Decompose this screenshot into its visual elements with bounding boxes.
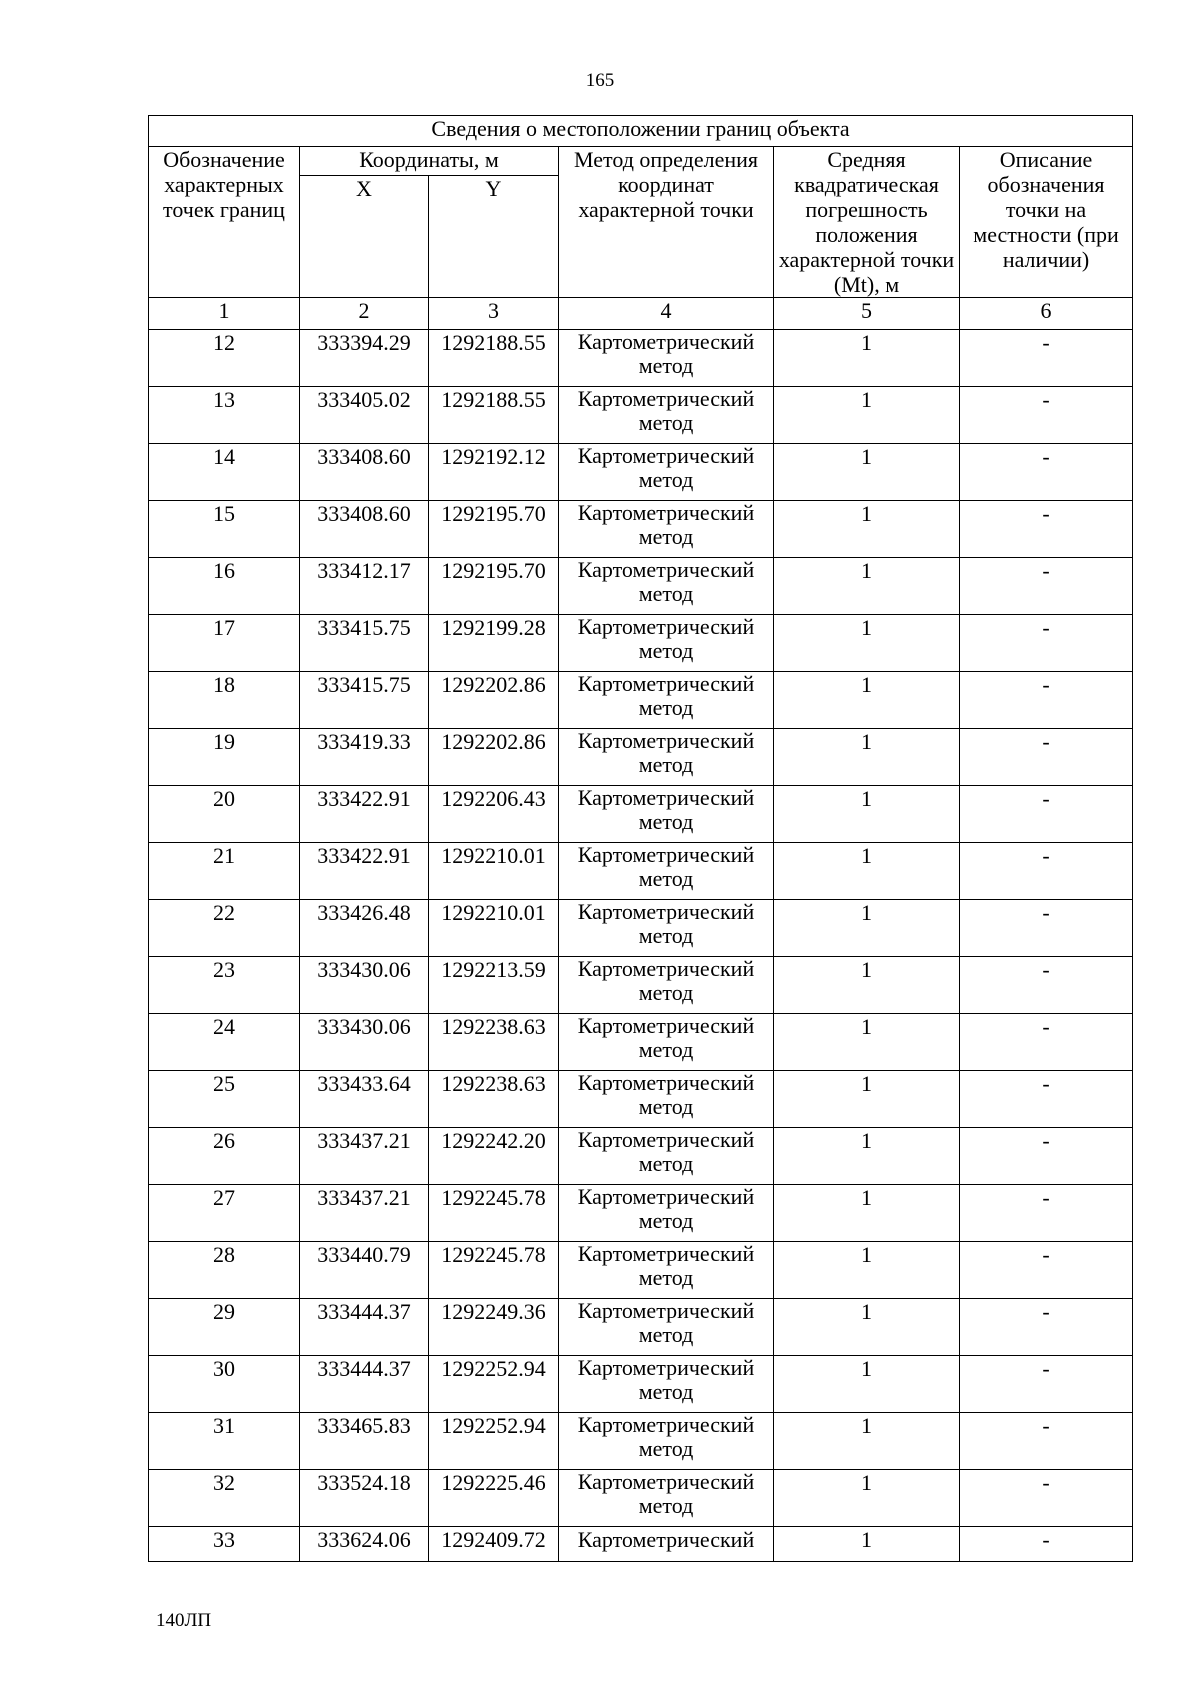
x-cell: 333437.21 [300,1185,429,1242]
point-cell: 22 [149,900,300,957]
y-cell: 1292199.28 [429,615,559,672]
point-cell: 16 [149,558,300,615]
column-number: 6 [960,298,1133,330]
x-cell: 333524.18 [300,1470,429,1527]
mt-cell: 1 [774,1527,960,1562]
y-cell: 1292210.01 [429,843,559,900]
description-cell: - [960,1128,1133,1185]
description-cell: - [960,957,1133,1014]
method-cell: Картометрический метод [559,1470,774,1527]
description-cell: - [960,1527,1133,1562]
point-cell: 21 [149,843,300,900]
header-y: Y [429,176,559,298]
point-cell: 33 [149,1527,300,1562]
mt-cell: 1 [774,1470,960,1527]
method-cell: Картометрический метод [559,1242,774,1299]
description-cell: - [960,786,1133,843]
point-cell: 12 [149,330,300,387]
description-cell: - [960,1356,1133,1413]
point-cell: 29 [149,1299,300,1356]
table-row [149,444,1133,501]
method-cell: Картометрический метод [559,1128,774,1185]
mt-cell: 1 [774,615,960,672]
mt-cell: 1 [774,444,960,501]
description-cell: - [960,1470,1133,1527]
mt-cell: 1 [774,1071,960,1128]
description-cell: - [960,1242,1133,1299]
x-cell: 333444.37 [300,1356,429,1413]
point-cell: 23 [149,957,300,1014]
point-cell: 14 [149,444,300,501]
x-cell: 333408.60 [300,444,429,501]
column-number: 3 [429,298,559,330]
x-cell: 333624.06 [300,1527,429,1562]
y-cell: 1292238.63 [429,1071,559,1128]
point-cell: 26 [149,1128,300,1185]
header-x: X [300,176,429,298]
y-cell: 1292238.63 [429,1014,559,1071]
table-row [149,1071,1133,1128]
method-cell: Картометрический метод [559,786,774,843]
point-cell: 28 [149,1242,300,1299]
table-row [149,729,1133,786]
table-row [149,1128,1133,1185]
x-cell: 333422.91 [300,843,429,900]
method-cell: Картометрический метод [559,330,774,387]
mt-cell: 1 [774,672,960,729]
x-cell: 333430.06 [300,1014,429,1071]
y-cell: 1292242.20 [429,1128,559,1185]
column-number: 1 [149,298,300,330]
x-cell: 333415.75 [300,672,429,729]
description-cell: - [960,501,1133,558]
description-cell: - [960,444,1133,501]
method-cell: Картометрический метод [559,1185,774,1242]
x-cell: 333426.48 [300,900,429,957]
footer-code: 140ЛП [156,1610,212,1631]
x-cell: 333437.21 [300,1128,429,1185]
y-cell: 1292188.55 [429,330,559,387]
mt-cell: 1 [774,1413,960,1470]
table-row [149,615,1133,672]
header-mean-square-error: Средняя квадратическая погрешность положения характерной точки (Mt), м [774,147,960,298]
mt-cell: 1 [774,729,960,786]
method-cell: Картометрический метод [559,957,774,1014]
y-cell: 1292206.43 [429,786,559,843]
x-cell: 333444.37 [300,1299,429,1356]
table-row [149,1356,1133,1413]
method-cell: Картометрический метод [559,729,774,786]
method-cell: Картометрический метод [559,672,774,729]
x-cell: 333440.79 [300,1242,429,1299]
point-cell: 25 [149,1071,300,1128]
method-cell: Картометрический метод [559,1299,774,1356]
x-cell: 333405.02 [300,387,429,444]
description-cell: - [960,672,1133,729]
mt-cell: 1 [774,330,960,387]
method-cell: Картометрический метод [559,501,774,558]
column-numbers-row [149,298,1133,330]
x-cell: 333465.83 [300,1413,429,1470]
table-row [149,501,1133,558]
header-description: Описание обозначения точки на местности (при наличии) [960,147,1133,298]
point-cell: 31 [149,1413,300,1470]
point-cell: 32 [149,1470,300,1527]
method-cell: Картометрический метод [559,1356,774,1413]
description-cell: - [960,1014,1133,1071]
y-cell: 1292252.94 [429,1356,559,1413]
column-number: 4 [559,298,774,330]
point-cell: 15 [149,501,300,558]
table-row [149,786,1133,843]
method-cell: Картометрический метод [559,1014,774,1071]
boundary-coordinates-table [148,115,1133,1562]
table-row [149,1014,1133,1071]
description-cell: - [960,1185,1133,1242]
x-cell: 333412.17 [300,558,429,615]
y-cell: 1292202.86 [429,672,559,729]
description-cell: - [960,900,1133,957]
mt-cell: 1 [774,1356,960,1413]
page-number: 165 [585,70,615,91]
description-cell: - [960,615,1133,672]
method-cell: Картометрический метод [559,1071,774,1128]
y-cell: 1292188.55 [429,387,559,444]
point-cell: 19 [149,729,300,786]
y-cell: 1292213.59 [429,957,559,1014]
description-cell: - [960,1299,1133,1356]
table-row [149,1299,1133,1356]
y-cell: 1292249.36 [429,1299,559,1356]
y-cell: 1292195.70 [429,558,559,615]
mt-cell: 1 [774,501,960,558]
table-row [149,1470,1133,1527]
description-cell: - [960,330,1133,387]
description-cell: - [960,729,1133,786]
description-cell: - [960,558,1133,615]
mt-cell: 1 [774,1299,960,1356]
mt-cell: 1 [774,1128,960,1185]
y-cell: 1292192.12 [429,444,559,501]
table-row [149,558,1133,615]
point-cell: 18 [149,672,300,729]
y-cell: 1292202.86 [429,729,559,786]
mt-cell: 1 [774,558,960,615]
table-caption: Сведения о местоположении границ объекта [149,116,1133,147]
table-row [149,387,1133,444]
mt-cell: 1 [774,786,960,843]
y-cell: 1292409.72 [429,1527,559,1562]
x-cell: 333415.75 [300,615,429,672]
header-point-designation: Обозначение характерных точек границ [149,147,300,298]
description-cell: - [960,387,1133,444]
x-cell: 333430.06 [300,957,429,1014]
y-cell: 1292225.46 [429,1470,559,1527]
point-cell: 17 [149,615,300,672]
header-coordinates: Координаты, м [300,147,559,176]
point-cell: 30 [149,1356,300,1413]
method-cell: Картометрический [559,1527,774,1562]
point-cell: 13 [149,387,300,444]
mt-cell: 1 [774,900,960,957]
y-cell: 1292245.78 [429,1242,559,1299]
method-cell: Картометрический метод [559,444,774,501]
column-number: 2 [300,298,429,330]
table-row [149,672,1133,729]
table-row [149,1185,1133,1242]
x-cell: 333408.60 [300,501,429,558]
x-cell: 333419.33 [300,729,429,786]
mt-cell: 1 [774,1185,960,1242]
mt-cell: 1 [774,843,960,900]
table-row [149,843,1133,900]
method-cell: Картометрический метод [559,843,774,900]
method-cell: Картометрический метод [559,387,774,444]
y-cell: 1292210.01 [429,900,559,957]
method-cell: Картометрический метод [559,1413,774,1470]
x-cell: 333422.91 [300,786,429,843]
table-row [149,330,1133,387]
method-cell: Картометрический метод [559,615,774,672]
y-cell: 1292195.70 [429,501,559,558]
table-row [149,1242,1133,1299]
column-number: 5 [774,298,960,330]
table-row [149,900,1133,957]
point-cell: 24 [149,1014,300,1071]
mt-cell: 1 [774,387,960,444]
x-cell: 333433.64 [300,1071,429,1128]
y-cell: 1292252.94 [429,1413,559,1470]
y-cell: 1292245.78 [429,1185,559,1242]
point-cell: 20 [149,786,300,843]
method-cell: Картометрический метод [559,558,774,615]
table-row [149,957,1133,1014]
table-row [149,1527,1133,1562]
description-cell: - [960,843,1133,900]
x-cell: 333394.29 [300,330,429,387]
description-cell: - [960,1413,1133,1470]
mt-cell: 1 [774,957,960,1014]
method-cell: Картометрический метод [559,900,774,957]
table-row [149,1413,1133,1470]
table-body [149,330,1133,1527]
header-method: Метод определения координат характерной точки [559,147,774,298]
point-cell: 27 [149,1185,300,1242]
mt-cell: 1 [774,1014,960,1071]
mt-cell: 1 [774,1242,960,1299]
description-cell: - [960,1071,1133,1128]
